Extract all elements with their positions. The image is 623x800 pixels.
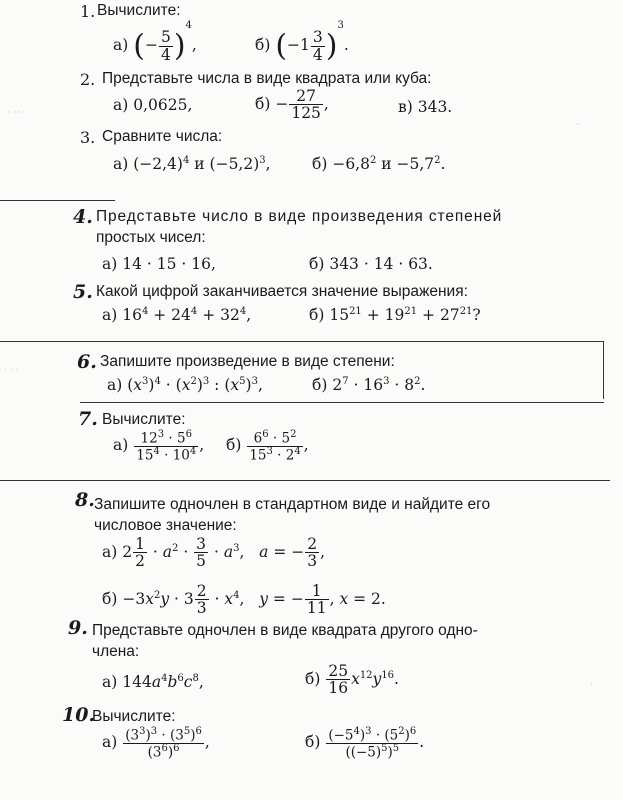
task-1-prompt: Вычислите: bbox=[97, 2, 181, 19]
task-1b-label: б) bbox=[255, 36, 271, 54]
task-3b-expression: $-6,8^2$ $и -5,7^2$. bbox=[332, 155, 446, 174]
task-1b bbox=[255, 20, 349, 64]
task-6b bbox=[312, 376, 425, 394]
task-3a-label: а) bbox=[113, 155, 129, 174]
scan-noise-3: · · · bbox=[4, 366, 19, 376]
task-1a bbox=[113, 20, 197, 64]
task-7-prompt: Вычислите: bbox=[102, 411, 186, 428]
task-1-number: 1. bbox=[80, 2, 96, 21]
task-4-prompt-cont: простых чисел: bbox=[96, 229, 206, 246]
task-1b-expression: (−1 $\frac{3}{4}$ )$^3$. bbox=[275, 20, 349, 64]
task-9b bbox=[305, 663, 399, 697]
task-6b-expression: $2^7 \cdot 16^3 \cdot 8^2$. bbox=[332, 376, 426, 395]
task-7b-expression: $\frac{6^6 \cdot 5^2}{15^3 \cdot 2^4}$ , bbox=[249, 429, 309, 464]
task-10b bbox=[305, 727, 424, 759]
divider-2 bbox=[0, 341, 604, 342]
task-9-prompt: Представьте одночлен в виде квадрата другого одно- bbox=[92, 622, 478, 639]
task-5a bbox=[102, 306, 251, 324]
divider-2-side bbox=[603, 341, 604, 399]
task-3a bbox=[113, 155, 271, 173]
task-2-prompt: Представьте числа в виде квадрата или куба: bbox=[102, 70, 432, 87]
task-6b-label: б) bbox=[312, 376, 328, 395]
task-7b-label: б) bbox=[226, 436, 242, 455]
task-9-number: 9. bbox=[68, 617, 88, 639]
task-5b-expression: $15^{21} + 19^{21} + 27^{21}$? bbox=[329, 306, 481, 325]
scan-noise-1: · ·· · bbox=[8, 108, 26, 118]
task-2a-expression: 0,0625, bbox=[133, 96, 193, 114]
task-5b bbox=[309, 306, 481, 324]
task-9b-label: б) bbox=[305, 669, 321, 688]
task-9a bbox=[102, 673, 204, 691]
task-6a-expression: $(x^3)^4 \cdot (x^2)^3$ : $(x^5)^3$, bbox=[127, 376, 263, 395]
task-4b bbox=[309, 255, 433, 273]
task-5a-label: а) bbox=[102, 306, 118, 325]
divider-3 bbox=[80, 402, 604, 403]
task-9a-expression: $144a^4b^6c^8$, bbox=[122, 673, 204, 692]
task-8a-expression: 2 $\frac{1}{2}$ · $a^2$ · $\frac{3}{5}$ · $a^3$, a = − $\frac{2}{3}$ , bbox=[122, 535, 326, 571]
task-2-number: 2. bbox=[80, 70, 96, 89]
task-2c-expression: 343. bbox=[417, 98, 453, 116]
task-9-prompt-cont: члена: bbox=[92, 643, 140, 660]
task-4-number: 4. bbox=[73, 206, 93, 228]
divider-4 bbox=[0, 480, 610, 481]
task-4a bbox=[102, 255, 216, 273]
task-4b-expression: 343 · 14 · 63. bbox=[329, 255, 433, 273]
task-4a-label: а) bbox=[102, 255, 118, 273]
task-9a-label: а) bbox=[102, 673, 118, 692]
scan-noise-4: · bbox=[590, 680, 593, 690]
task-2b-expression: − $\frac{27}{125}$ , bbox=[275, 87, 329, 123]
task-7a bbox=[113, 430, 204, 462]
task-10a-label: а) bbox=[102, 733, 118, 752]
task-6a-label: а) bbox=[107, 376, 123, 395]
task-1a-expression: (− $\frac{5}{4}$ )$^4$, bbox=[133, 20, 197, 64]
task-2c-label: в) bbox=[398, 98, 413, 116]
task-3b-label: б) bbox=[312, 155, 328, 174]
task-7a-expression: $\frac{12^3 \cdot 5^6}{15^4 \cdot 10^4}$ , bbox=[136, 429, 205, 464]
task-10-number: 10. bbox=[62, 704, 96, 726]
task-10a-expression: $\frac{(3^3)^3 \cdot (3^5)^6}{(3^6)^6}$ , bbox=[125, 726, 210, 761]
task-4-prompt: Представьте число в виде произведения степеней bbox=[96, 208, 503, 225]
task-10b-expression: $\frac{(-5^4)^3 \cdot (5^2)^6}{((-5)^5)^5}$ . bbox=[328, 726, 425, 761]
task-3a-expression: $(-2,4)^4$ и $(-5,2)^3$, bbox=[133, 155, 271, 174]
task-3-number: 3. bbox=[80, 128, 96, 147]
task-7b bbox=[226, 430, 309, 462]
task-7a-label: а) bbox=[113, 436, 129, 455]
task-4a-expression: 14 · 15 · 16, bbox=[122, 255, 216, 273]
task-8a bbox=[102, 536, 325, 570]
task-1a-label: а) bbox=[113, 36, 129, 54]
task-8b-expression: $-3x^2y \cdot 3$ $\frac{2}{3}$ · $x^4$, y = − $\frac{1}{11}$ , x = 2. bbox=[122, 582, 386, 618]
task-7-number: 7. bbox=[78, 408, 98, 430]
task-2b-label: б) bbox=[255, 94, 271, 113]
task-10a bbox=[102, 727, 210, 759]
divider-1 bbox=[0, 200, 115, 201]
task-8b bbox=[102, 583, 386, 617]
task-2b bbox=[255, 88, 329, 122]
task-2a-label: а) bbox=[113, 96, 129, 114]
task-10-prompt: Вычислите: bbox=[92, 708, 176, 725]
scan-noise-2: ·· bbox=[575, 120, 581, 130]
task-2a bbox=[113, 96, 192, 114]
task-3b bbox=[312, 155, 445, 173]
task-5b-label: б) bbox=[309, 306, 325, 325]
task-8-prompt: Запишите одночлен в стандартном виде и найдите его bbox=[94, 496, 491, 513]
task-8b-label: б) bbox=[102, 589, 118, 608]
task-5-prompt: Какой цифрой заканчивается значение выражения: bbox=[96, 283, 468, 300]
task-6-prompt: Запишите произведение в виде степени: bbox=[100, 353, 395, 370]
task-8-number: 8. bbox=[75, 489, 95, 511]
task-9b-expression: $\frac{25}{16}$ $x^{12}y^{16}$. bbox=[328, 662, 399, 698]
task-6a bbox=[107, 376, 263, 394]
task-8a-label: а) bbox=[102, 542, 118, 561]
task-8-prompt-cont: числовое значение: bbox=[94, 517, 237, 534]
task-6-number: 6. bbox=[77, 351, 97, 373]
task-4b-label: б) bbox=[309, 255, 325, 273]
task-3-prompt: Сравните числа: bbox=[102, 128, 223, 145]
task-5a-expression: $16^4 + 24^4 + 32^4$, bbox=[122, 306, 252, 325]
task-2c bbox=[398, 98, 452, 116]
task-10b-label: б) bbox=[305, 733, 321, 752]
task-5-number: 5. bbox=[73, 281, 93, 303]
